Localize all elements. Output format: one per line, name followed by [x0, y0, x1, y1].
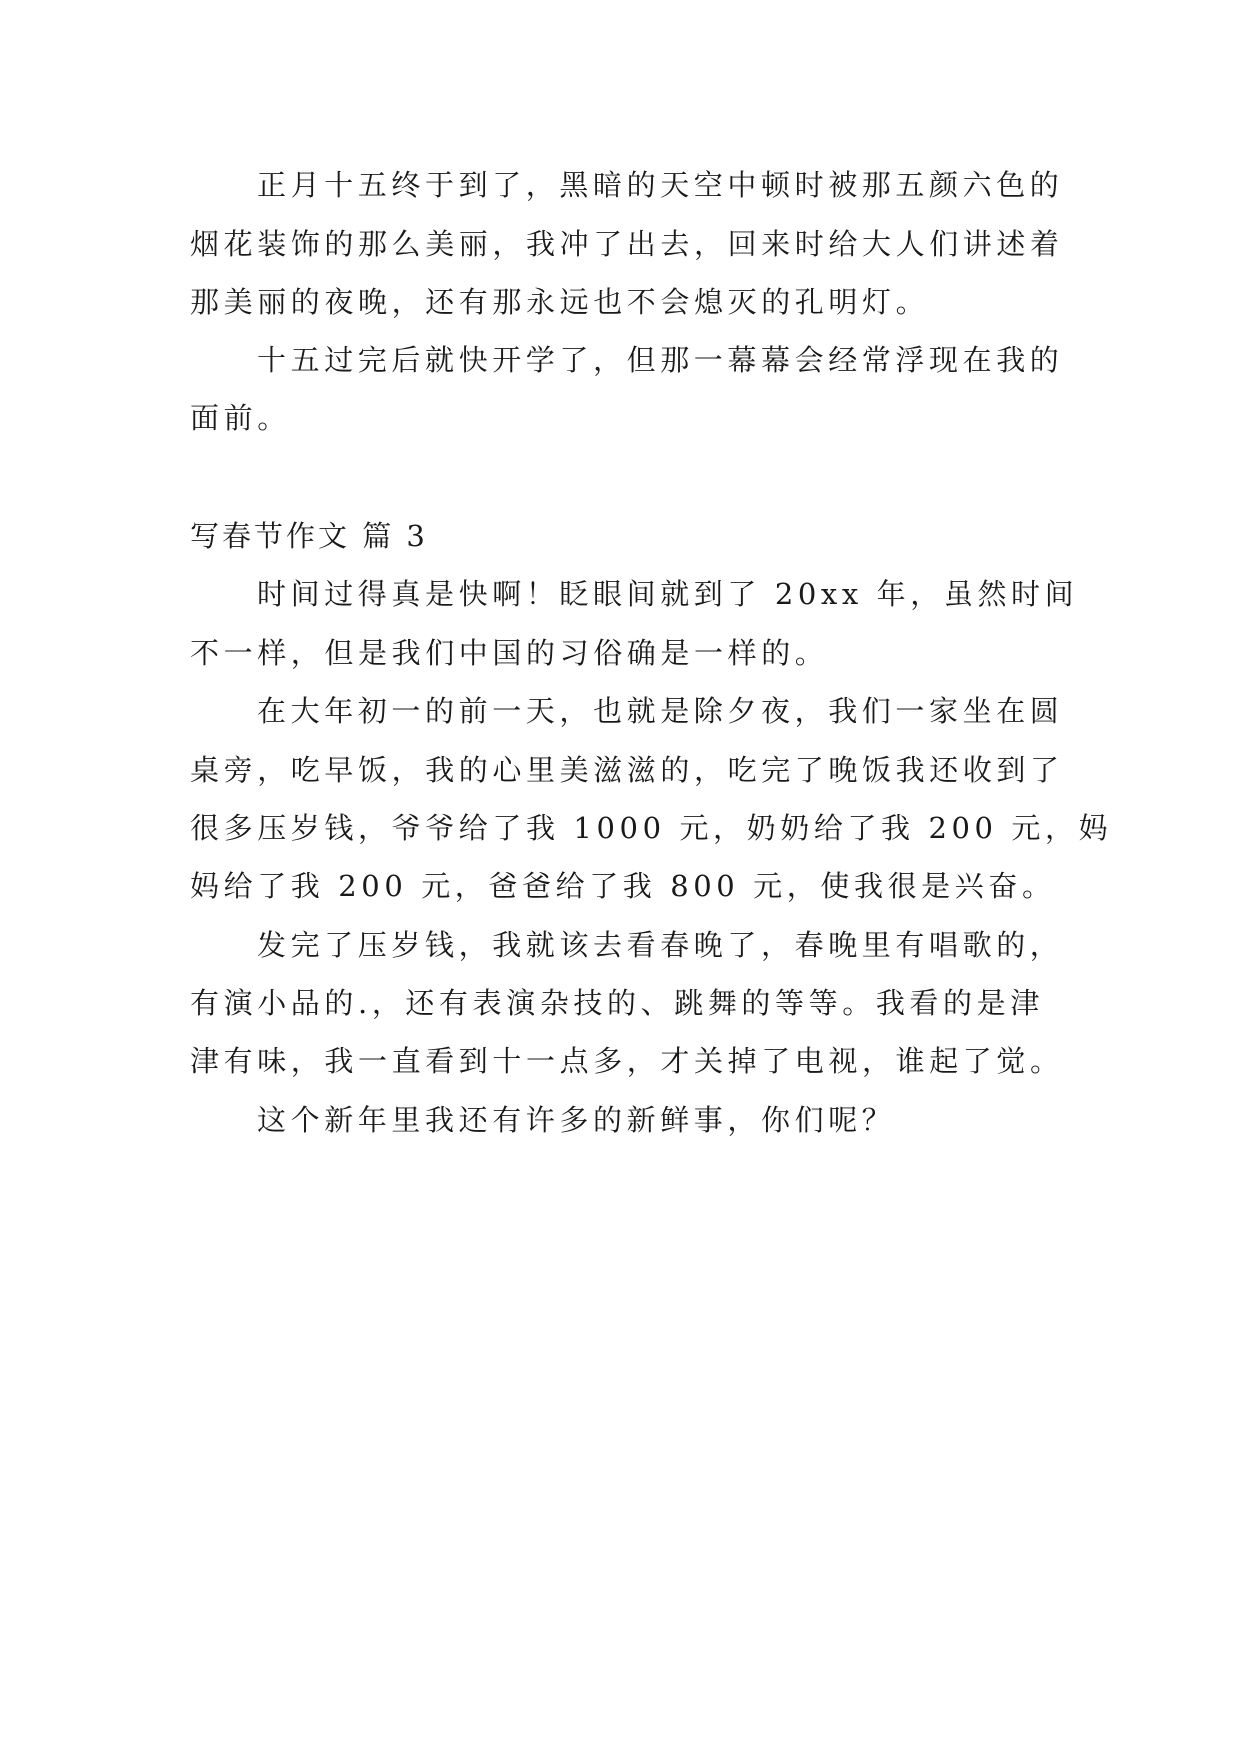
section-heading: 写春节作文 篇 3	[190, 519, 428, 553]
paragraph-line: 面前。	[190, 401, 291, 435]
paragraph-line: 不一样，但是我们中国的习俗确是一样的。	[190, 636, 829, 670]
paragraph-line: 很多压岁钱，爷爷给了我 1000 元，奶奶给了我 200 元，妈	[190, 811, 1113, 845]
paragraph-line: 发完了压岁钱，我就该去看春晚了，春晚里有唱歌的，	[257, 928, 1064, 962]
paragraph-line: 桌旁，吃早饭，我的心里美滋滋的，吃完了晚饭我还收到了	[190, 753, 1064, 787]
paragraph-line: 有演小品的.，还有表演杂技的、跳舞的等等。我看的是津	[190, 986, 1044, 1020]
paragraph-line: 妈给了我 200 元，爸爸给了我 800 元，使我很是兴奋。	[190, 869, 1056, 903]
paragraph-line: 在大年初一的前一天，也就是除夕夜，我们一家坐在圆	[257, 694, 1064, 728]
paragraph-line: 正月十五终于到了，黑暗的天空中顿时被那五颜六色的	[257, 168, 1064, 202]
paragraph-line: 烟花装饰的那么美丽，我冲了出去，回来时给大人们讲述着	[190, 227, 1064, 261]
paragraph-line: 这个新年里我还有许多的新鲜事，你们呢？	[257, 1103, 896, 1137]
paragraph-line: 那美丽的夜晚，还有那永远也不会熄灭的孔明灯。	[190, 285, 930, 319]
paragraph-line: 津有味，我一直看到十一点多，才关掉了电视，谁起了觉。	[190, 1044, 1064, 1078]
paragraph-line: 时间过得真是快啊！眨眼间就到了 20xx 年，虽然时间	[257, 577, 1079, 611]
paragraph-line: 十五过完后就快开学了，但那一幕幕会经常浮现在我的	[257, 343, 1064, 377]
